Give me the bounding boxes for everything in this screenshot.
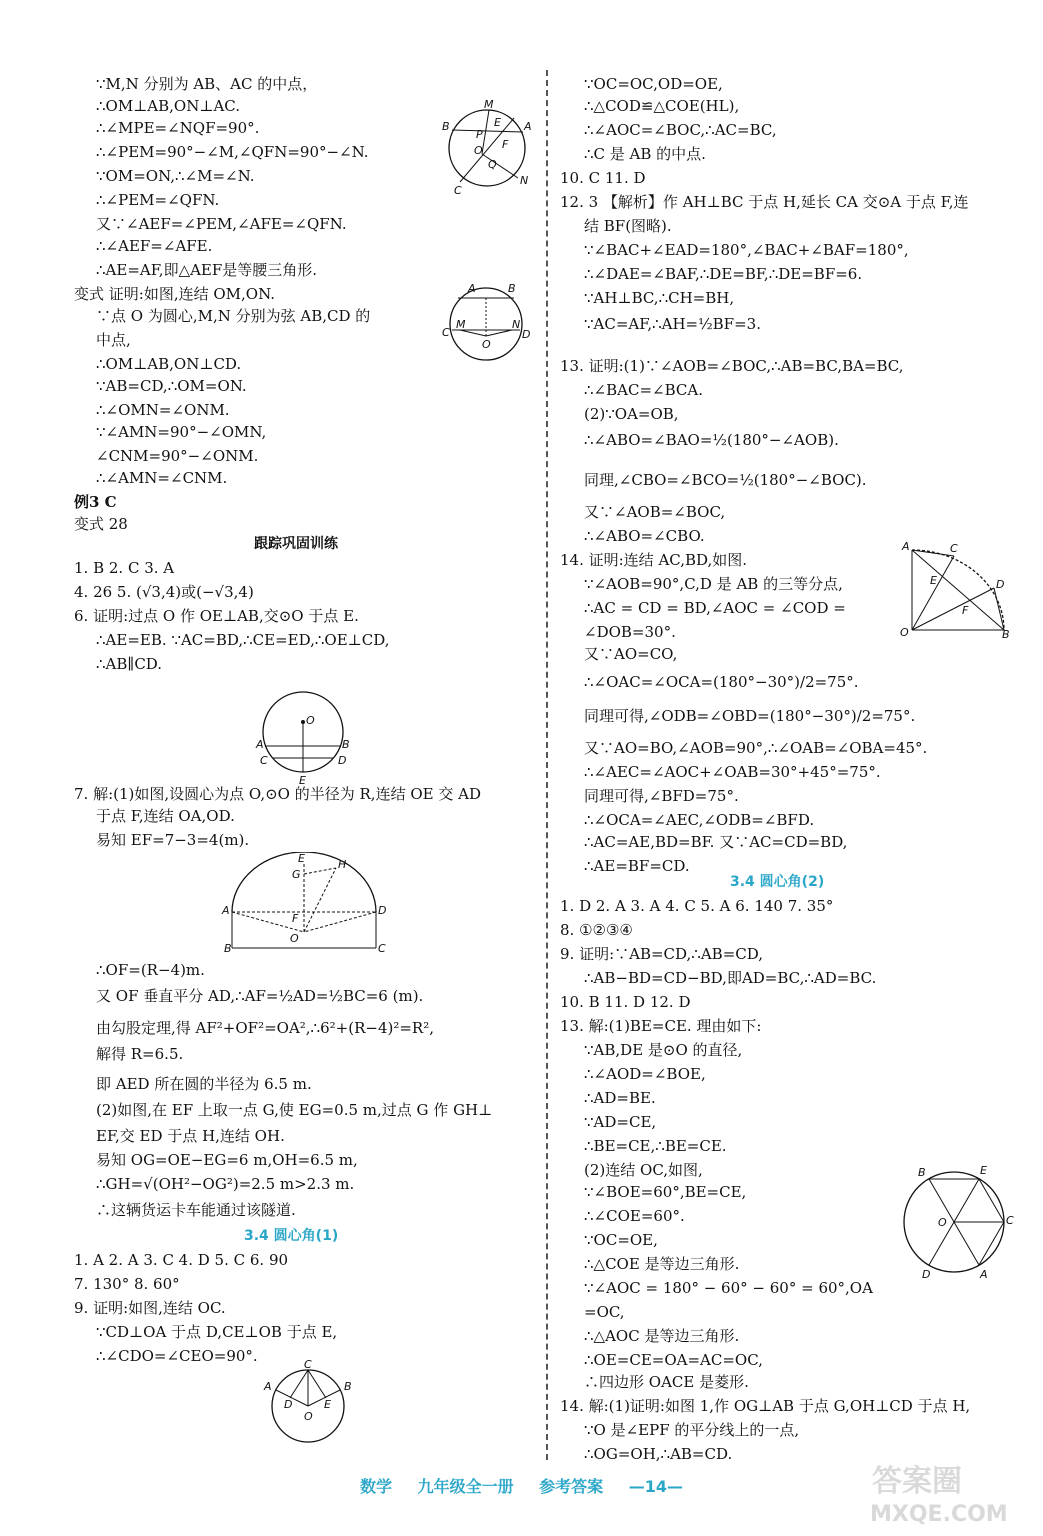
left-line: ∵OM=ON,∴∠M=∠N. — [96, 167, 255, 185]
svg-text:E: E — [930, 574, 937, 587]
right-line: ∵AD=CE, — [584, 1113, 657, 1131]
right-line: ∴∠DAE=∠BAF,∴DE=BF,∴DE=BF=6. — [584, 265, 863, 283]
right-line: ∴OG=OH,∴AB=CD. — [584, 1445, 733, 1463]
left-line: ∴GH=√(OH²−OG²)=2.5 m>2.3 m. — [96, 1175, 355, 1193]
left-line: 9. 证明:如图,连结 OC. — [74, 1299, 226, 1317]
svg-text:G: G — [292, 868, 301, 881]
right-line: ∴△COD≌△COE(HL), — [584, 97, 740, 115]
left-line: ∴∠MPE=∠NQF=90°. — [96, 119, 260, 137]
svg-text:C: C — [454, 184, 462, 197]
svg-text:H: H — [338, 858, 347, 871]
svg-text:A: A — [524, 120, 532, 133]
svg-text:D: D — [996, 578, 1005, 591]
column-divider — [546, 70, 548, 1460]
right-line: ∴∠AEC=∠AOC+∠OAB=30°+45°=75°. — [584, 763, 881, 781]
svg-text:E: E — [324, 1398, 331, 1411]
figure-circle-mn — [432, 96, 542, 200]
svg-text:O: O — [938, 1216, 947, 1229]
right-line: 14. 证明:连结 AC,BD,如图. — [560, 551, 748, 569]
footer-label: 参考答案 — [539, 1477, 604, 1496]
left-line: 解得 R=6.5. — [96, 1045, 184, 1063]
right-line: 同理,∠CBO=∠BCO=½(180°−∠BOC). — [584, 471, 867, 489]
left-line: 6. 证明:过点 O 作 OE⊥AB,交⊙O 于点 E. — [74, 607, 359, 625]
svg-text:E: E — [494, 116, 501, 129]
left-line: ∴AE=EB. ∵AC=BD,∴CE=ED,∴OE⊥CD, — [96, 631, 390, 649]
right-line: ∴∠COE=60°. — [584, 1207, 685, 1225]
svg-text:F: F — [292, 912, 299, 925]
svg-text:E: E — [298, 852, 305, 865]
right-line: 又∵AO=BO,∠AOB=90°,∴∠OAB=∠OBA=45°. — [584, 739, 928, 757]
right-line: ∵∠BOE=60°,BE=CE, — [584, 1183, 747, 1201]
left-line: 1. B 2. C 3. A — [74, 559, 175, 577]
figure-circle-center-angle — [258, 1360, 358, 1446]
svg-text:E: E — [299, 774, 306, 786]
left-line: ∴∠PEM=∠QFN. — [96, 191, 220, 209]
left-line: ∠CNM=90°−∠ONM. — [96, 447, 259, 465]
right-line: 10. B 11. D 12. D — [560, 993, 691, 1011]
svg-text:C: C — [950, 542, 958, 555]
left-line: 4. 26 5. (√3,4)或(−√3,4) — [74, 583, 254, 601]
left-line: ∵∠AMN=90°−∠OMN, — [96, 423, 267, 441]
svg-text:MXQE.COM: MXQE.COM — [870, 1502, 1008, 1527]
svg-text:F: F — [962, 604, 969, 617]
right-line: ∴∠ABO=∠BAO=½(180°−∠AOB). — [584, 431, 839, 449]
svg-text:O: O — [474, 144, 483, 157]
svg-text:N: N — [512, 318, 521, 331]
left-line: 变式 28 — [74, 515, 128, 533]
right-line: ∵AB,DE 是⊙O 的直径, — [584, 1041, 743, 1059]
right-line: 结 BF(图略). — [584, 217, 672, 235]
right-line: ∴∠ABO=∠CBO. — [584, 527, 705, 545]
left-line: ∴OM⊥AB,ON⊥CD. — [96, 355, 242, 373]
svg-text:O: O — [304, 1410, 313, 1423]
svg-text:B: B — [918, 1166, 926, 1179]
svg-text:A: A — [902, 540, 910, 553]
figure-circle-rhombus — [894, 1162, 1020, 1282]
right-line: ∵AH⊥BC,∴CH=BH, — [584, 289, 735, 307]
figure-tunnel — [220, 852, 390, 956]
right-line: (2)连结 OC,如图, — [584, 1161, 703, 1179]
left-line: 易知 EF=7−3=4(m). — [96, 831, 250, 849]
right-line: ∴∠AOD=∠BOE, — [584, 1065, 706, 1083]
right-line: ∴△COE 是等边三角形. — [584, 1255, 740, 1273]
left-line: 又∵∠AEF=∠PEM,∠AFE=∠QFN. — [96, 215, 347, 233]
footer-subject: 数学 — [359, 1477, 392, 1496]
svg-text:D: D — [338, 754, 347, 767]
left-line: (2)如图,在 EF 上取一点 G,使 EG=0.5 m,过点 G 作 GH⊥ — [96, 1101, 493, 1119]
right-line: 同理可得,∠ODB=∠OBD=(180°−30°)/2=75°. — [584, 707, 916, 725]
right-line: 3.4 圆心角(2) — [730, 874, 825, 890]
svg-text:C: C — [442, 326, 450, 339]
left-line: ∴AB∥CD. — [96, 655, 163, 673]
right-line: ∴AD=BE. — [584, 1089, 656, 1107]
right-line: (2)∵OA=OB, — [584, 405, 679, 423]
right-line: ∴BE=CE,∴BE=CE. — [584, 1137, 727, 1155]
left-line: 即 AED 所在圆的半径为 6.5 m. — [96, 1075, 312, 1093]
left-line: 又 OF 垂直平分 AD,∴AF=½AD=½BC=6 (m). — [96, 987, 424, 1005]
right-line: =OC, — [584, 1303, 625, 1321]
right-line: 同理可得,∠BFD=75°. — [584, 787, 739, 805]
left-line: ∴∠AEF=∠AFE. — [96, 237, 213, 255]
left-line: 7. 解:(1)如图,设圆心为点 O,⊙O 的半径为 R,连结 OE 交 AD — [74, 785, 481, 803]
left-line: ∴这辆货运卡车能通过该隧道. — [96, 1201, 296, 1219]
right-line: ∴∠OCA=∠AEC,∠ODB=∠BFD. — [584, 811, 815, 829]
svg-text:B: B — [342, 738, 350, 751]
right-line: ∴∠AOC=∠BOC,∴AC=BC, — [584, 121, 777, 139]
svg-text:A: A — [256, 738, 264, 751]
right-line: 8. ①②③④ — [560, 921, 633, 939]
left-line: ∴∠PEM=90°−∠M,∠QFN=90°−∠N. — [96, 143, 369, 161]
watermark-logo — [862, 1455, 1032, 1527]
right-line: 又∵AO=CO, — [584, 645, 678, 663]
left-line: 7. 130° 8. 60° — [74, 1275, 180, 1293]
svg-text:C: C — [1006, 1214, 1014, 1227]
left-line: ∴OF=(R−4)m. — [96, 961, 205, 979]
svg-text:B: B — [224, 942, 232, 955]
left-line: EF,交 ED 于点 H,连结 OH. — [96, 1127, 285, 1145]
left-line: ∴OM⊥AB,ON⊥AC. — [96, 97, 241, 115]
figure-circle-parallel — [248, 690, 358, 786]
left-line: 由勾股定理,得 AF²+OF²=OA²,∴6²+(R−4)²=R², — [96, 1019, 434, 1037]
svg-text:C: C — [304, 1360, 312, 1371]
right-line: ∴AC = CD = BD,∠AOC = ∠COD = — [584, 599, 846, 617]
left-line: ∴∠OMN=∠ONM. — [96, 401, 230, 419]
svg-text:N: N — [520, 174, 529, 187]
left-line: 1. A 2. A 3. C 4. D 5. C 6. 90 — [74, 1251, 289, 1269]
right-line: 又∵∠AOB=∠BOC, — [584, 503, 726, 521]
right-line: ∴C 是 AB 的中点. — [584, 145, 706, 163]
right-line: 9. 证明:∵AB=CD,∴AB=CD, — [560, 945, 763, 963]
right-line: ∴四边形 OACE 是菱形. — [584, 1373, 749, 1391]
left-line: 变式 证明:如图,连结 OM,ON. — [74, 285, 276, 303]
right-line: ∵OC=OE, — [584, 1231, 658, 1249]
svg-text:B: B — [344, 1380, 352, 1393]
svg-text:A: A — [222, 904, 230, 917]
svg-text:D: D — [522, 328, 531, 341]
left-line: ∴AE=AF,即△AEF是等腰三角形. — [96, 261, 318, 279]
svg-text:D: D — [922, 1268, 931, 1281]
svg-text:M: M — [456, 318, 466, 331]
svg-text:P: P — [476, 128, 483, 141]
left-line: 例3 C — [74, 493, 117, 511]
svg-text:A: A — [980, 1268, 988, 1281]
right-line: ∵∠BAC+∠EAD=180°,∠BAC+∠BAF=180°, — [584, 241, 909, 259]
left-line: ∵点 O 为圆心,M,N 分别为弦 AB,CD 的 — [96, 307, 371, 325]
svg-text:B: B — [1002, 628, 1010, 640]
left-line: ∴∠CDO=∠CEO=90°. — [96, 1347, 258, 1365]
left-line: ∵M,N 分别为 AB、AC 的中点， — [96, 75, 318, 93]
right-line: ∴AE=BF=CD. — [584, 857, 690, 875]
figure-quarter-circle — [898, 540, 1018, 640]
figure-circle-chords — [440, 278, 532, 370]
right-line: ∴△AOC 是等边三角形. — [584, 1327, 740, 1345]
svg-text:A: A — [264, 1380, 272, 1393]
left-line: 跟踪巩固训练 — [254, 536, 338, 552]
svg-text:O: O — [290, 932, 299, 945]
right-line: 13. 解:(1)BE=CE. 理由如下: — [560, 1017, 762, 1035]
left-line: ∴∠AMN=∠CNM. — [96, 469, 228, 487]
right-line: 10. C 11. D — [560, 169, 646, 187]
svg-text:O: O — [306, 714, 315, 727]
right-line: ∴AC=AE,BD=BF. 又∵AC=CD=BD, — [584, 833, 848, 851]
svg-text:C: C — [260, 754, 268, 767]
svg-text:C: C — [378, 942, 386, 955]
left-line: 于点 F,连结 OA,OD. — [96, 807, 235, 825]
right-line: 12. 3 【解析】作 AH⊥BC 于点 H,延长 CA 交⊙A 于点 F,连 — [560, 193, 969, 211]
right-line: ∵O 是∠EPF 的平分线上的一点, — [584, 1421, 800, 1439]
right-line: 13. 证明:(1)∵∠AOB=∠BOC,∴AB=BC,BA=BC, — [560, 357, 904, 375]
left-line: 易知 OG=OE−EG=6 m,OH=6.5 m, — [96, 1151, 358, 1169]
svg-text:A: A — [468, 282, 476, 295]
svg-text:D: D — [284, 1398, 293, 1411]
svg-text:D: D — [378, 904, 387, 917]
svg-text:O: O — [482, 338, 491, 351]
right-line: ∴∠OAC=∠OCA=(180°−30°)/2=75°. — [584, 673, 859, 691]
right-line: ∠DOB=30°. — [584, 623, 676, 641]
right-line: ∴AB−BD=CD−BD,即AD=BC,∴AD=BC. — [584, 969, 877, 987]
svg-text:B: B — [442, 120, 450, 133]
right-line: ∴OE=CE=OA=AC=OC, — [584, 1351, 763, 1369]
left-line: 中点, — [96, 331, 131, 349]
svg-text:Q: Q — [488, 158, 497, 171]
right-line: 14. 解:(1)证明:如图 1,作 OG⊥AB 于点 G,OH⊥CD 于点 H, — [560, 1397, 971, 1415]
svg-text:F: F — [502, 138, 509, 151]
right-line: 1. D 2. A 3. A 4. C 5. A 6. 140 7. 35° — [560, 897, 834, 915]
page-number: —14— — [628, 1477, 684, 1496]
svg-text:O: O — [900, 626, 909, 639]
right-line: ∴∠BAC=∠BCA. — [584, 381, 703, 399]
right-line: ∵∠AOC = 180° − 60° − 60° = 60°,OA — [584, 1279, 873, 1297]
footer-grade: 九年级全一册 — [417, 1477, 514, 1496]
svg-text:B: B — [508, 282, 516, 295]
svg-text:M: M — [484, 98, 494, 111]
right-line: ∵AC=AF,∴AH=½BF=3. — [584, 315, 761, 333]
svg-text:E: E — [980, 1164, 987, 1177]
left-line: ∵AB=CD,∴OM=ON. — [96, 377, 247, 395]
right-line: ∵∠AOB=90°,C,D 是 AB 的三等分点, — [584, 575, 843, 593]
svg-text:答案圈: 答案圈 — [872, 1464, 962, 1499]
right-line: ∵OC=OC,OD=OE, — [584, 75, 723, 93]
left-line: ∵CD⊥OA 于点 D,CE⊥OB 于点 E, — [96, 1323, 338, 1341]
left-line: 3.4 圆心角(1) — [244, 1228, 339, 1244]
